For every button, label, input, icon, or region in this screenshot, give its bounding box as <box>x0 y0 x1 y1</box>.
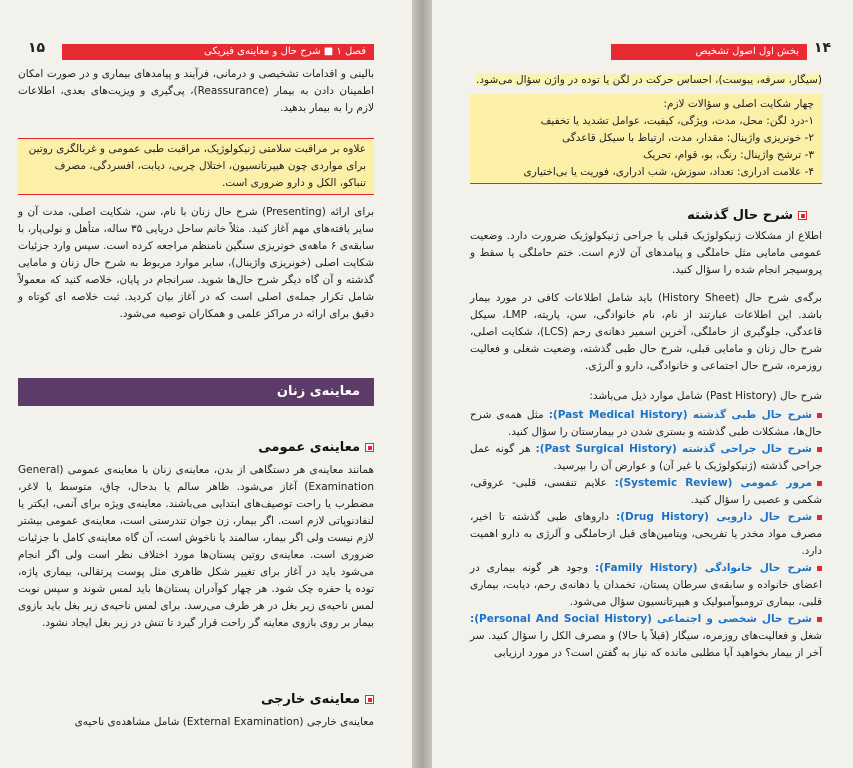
item-title: شرح حال دارویی (Drug History): <box>615 511 813 523</box>
list-item: ۱-درد لگن: محل، مدت، ویژگی، کیفیت، عوامل تشدید یا تخفیف <box>540 115 814 127</box>
past-history-title: شرح حال گذشته <box>687 208 793 223</box>
item-text: داروهای طبی گذشته تا اخیر، مصرف مواد مخدر یا تفریحی، ویتامین‌های قبل ازحاملگی و آلرژی به دارو اهمیت دارد. <box>470 511 822 557</box>
chief-complaints-box <box>470 94 822 184</box>
list-item <box>470 560 822 611</box>
list-item <box>470 475 822 509</box>
page-number: ۱۴ <box>813 40 831 56</box>
item-title: شرح حال جراحی گذشته (Past Surgical History): <box>535 443 812 455</box>
list-item <box>470 509 822 560</box>
general-exam-paragraph: همانند معاینه‌ی هر دستگاهی از بدن، معاینه‌ی زنان با معاینه‌ی عمومی (General Examination) آغاز می‌شود. ظاهر سالم یا بدحال، چاق، متوسط یا لاغر، مضطرب یا راحت توصیف‌های ابتدایی می‌باشند. معاینه‌ی ویژه برای آنمی، ایکتر یا لنفادنوپاتی لازم است. اگر بیمار، زن جوان تندرستی است، معاینه‌ی عمومی بیشتر لازم نیست ولی اگر بیمار، سالمند یا ناخوش است، آن گاه معاینه‌ی کامل با جزئیات ضروری است. معاینه‌ی روتین پستان‌ها مورد اختلاف نظر است ولی اگر انجام می‌شود باید در آغاز برای تغییر شکل ظاهری مثل پوست پرتقالی، بیماری پاژه، توده یا حفره چک شود. هر چهار کوآدران پستان‌ها باید لمس شوند و سپس نوبت لمس ناحیه‌ی زیر بغل در هر طرف می‌رسد. برای لمس ناحیه‌ی زیر بغل باید بازوی بیمار بر روی بازوی معاینه گر راحت قرار گیرد تا تنش در زیر بغل ایجاد نشود. <box>18 464 374 629</box>
item-title: شرح حال شخصی و اجتماعی (Personal And Social History): <box>470 613 812 625</box>
chief-complaints-list <box>478 113 814 181</box>
callout-box: علاوه بر مراقبت سلامتی ژنیکولوژیک، مراقبت طبی عمومی و غربالگری روتین برای مواردی چون هیپرتانسیون، اختلال چربی، دیابت، افسردگی، مصرف تنباکو، الکل و دارو ضروری است. <box>18 138 374 195</box>
right-page <box>432 0 853 768</box>
item-text: شغل و فعالیت‌های روزمره، سیگار (قبلاً یا حالا) و مصرف الکل را سؤال کنید. سر آخر از بیمار بخواهید آیا مطلبی مانده که نیاز به گفتن است؟ در مورد ارزیابی <box>470 630 822 659</box>
item-text: هر گونه عمل جراحی گذشته (ژنیکولوژیک یا غیر آن) و عوارض آن را بپرسید. <box>470 443 822 472</box>
page-number: ۱۵ <box>28 40 46 56</box>
list-item: ۲- خونریزی واژینال: مقدار، مدت، ارتباط با سیکل قاعدگی <box>561 132 814 144</box>
list-item <box>470 407 822 441</box>
square-bullet-icon <box>365 695 374 704</box>
general-exam-title: معاینه‌ی عمومی <box>258 440 360 455</box>
bullet-icon <box>817 617 822 622</box>
presenting-paragraph: برای ارائه (Presenting) شرح حال زنان با نام، سن، شکایت اصلی، مدت آن و سایر یافته‌های مهم آغاز کنید. مثلاً خانم ساحل دریایی ۳۵ ساله، متأهل و نولی‌پار، با سابقه‌ی ۶ ماهه‌ی خونریزی سنگین نامنظم مراجعه کرده است. سپس وارد جزئیات شکایت اصلی (خونریزی واژینال)، سایر موارد مربوط به شرح حال زنان و مامایی گذشته و آن گاه دیگر شرح حال‌ها شوید. سرانجام در پایان، خلاصه کنید که معمولاً شامل تکرار جمله‌ی اصلی است که در آغاز بیان کردید. ثبت خلاصه ای کوتاه و دقیق برای ارائه در مراکز علمی و همکاران توصیه می‌شود. <box>18 206 374 320</box>
top-line <box>470 72 822 89</box>
item-text: وجود هر گونه بیماری در اعضای خانواده و سابقه‌ی سرطان پستان، تخمدان یا دهانه‌ی رحم، دیابت، بیماری قلبی، بیماری ترومبوآمبولیک و هیپرتانسیون سؤال می‌شود. <box>470 562 822 608</box>
bullet-icon <box>817 413 822 418</box>
item-title: شرح حال خانوادگی (Family History): <box>594 562 812 574</box>
external-exam-heading <box>261 692 374 707</box>
list-item <box>470 441 822 475</box>
item-text: علایم تنفسی، قلبی- عروقی، شکمی و عصبی را سؤال کنید. <box>470 477 822 506</box>
item-title: شرح حال طبی گذشته (Past Medical History): <box>548 409 812 421</box>
top-line-text: (سیگار، سرفه، یبوست)، احساس حرکت در لگن یا توده در واژن سؤال می‌شود. <box>476 74 822 86</box>
section-band-gynecologic-exam: معاینه‌ی زنان <box>18 378 374 406</box>
bullet-icon <box>817 566 822 571</box>
intro-paragraph: بالینی و اقدامات تشخیصی و درمانی، فرآیند و پیامدهای بیماری و در صورت امکان اطمینان دادن به بیمار (Reassurance)، پی‌گیری و ویزیت‌های بعدی، اطلاعات لازم را به بیمار بدهید. <box>18 68 374 114</box>
bullet-icon <box>817 447 822 452</box>
bullet-icon <box>817 481 822 486</box>
left-page <box>0 0 412 768</box>
past-intro-paragraph: اطلاع از مشکلات ژنیکولوژیک قبلی یا جراحی ژنیکولوژیک ضرورت دارد. وضعیت عمومی مامایی مثل حاملگی و پیامدهای آن لازم است. ختم حاملگی یا سقط و پروسیجر انجام شده را سؤال کنید. <box>470 230 822 276</box>
page-header: بخش اول اصول تشخیص <box>611 44 807 60</box>
external-exam-title: معاینه‌ی خارجی <box>260 692 360 707</box>
past-history-line: شرح حال (Past History) شامل موارد ذیل می‌باشد: <box>589 390 822 402</box>
external-exam-paragraph: معاینه‌ی خارجی (External Examination) شامل مشاهده‌ی ناحیه‌ی <box>74 716 374 728</box>
square-bullet-icon <box>365 443 374 452</box>
past-history-items <box>470 407 822 662</box>
general-exam-heading <box>258 440 374 455</box>
square-bullet-icon <box>798 211 807 220</box>
book-gutter <box>412 0 432 768</box>
list-item: ۳- ترشح واژینال: رنگ، بو، قوام، تحریک <box>643 149 814 161</box>
bullet-icon <box>817 515 822 520</box>
page-header: فصل ۱ ■ شرح حال و معاینه‌ی فیزیکی <box>62 44 374 60</box>
item-text: مثل همه‌ی شرح حال‌ها، مشکلات طبی گذشته و بستری شدن در بیمارستان را سؤال کنید. <box>470 409 822 438</box>
list-item <box>470 611 822 662</box>
item-title: مرور عمومی (Systemic Review): <box>614 477 813 489</box>
list-item: ۴- علامت ادراری: تعداد، سوزش، شب ادراری، فوریت یا بی‌اختیاری <box>523 166 814 178</box>
history-sheet-paragraph: برگه‌ی شرح حال (History Sheet) باید شامل اطلاعات کافی در مورد بیمار باشد. این اطلاعات عبارتند از نام، نام خانوادگی، سن، پاریته، LMP، سیکل قاعدگی، جلوگیری از حاملگی، آخرین اسمیر دهانه‌ی رحم (LCS)، شکایت اصلی، شرح حال زنان و مامایی قبلی، شرح حال طبی گذشته، وضعیت شغلی و فعالیت روزمره، شرح حال اجتماعی و خانوادگی، دارو و آلرژی. <box>470 292 822 372</box>
past-history-heading <box>687 208 807 223</box>
chief-complaints-title: چهار شکایت اصلی و سؤالات لازم: <box>663 98 814 110</box>
